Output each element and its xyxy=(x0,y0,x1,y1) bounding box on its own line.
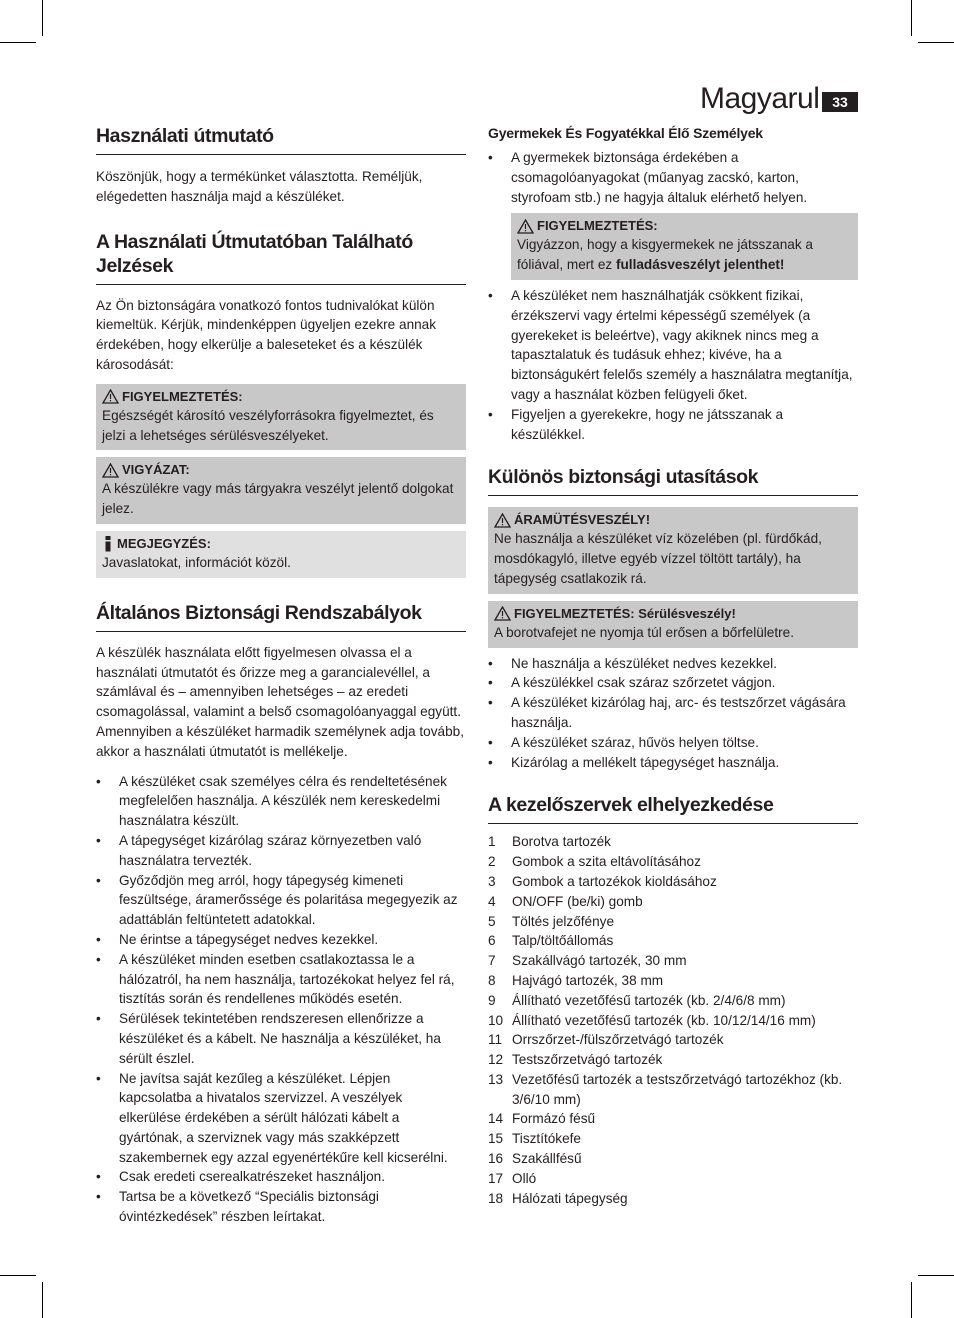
control-item: 16 Szakállfésű xyxy=(488,1151,582,1167)
left-column xyxy=(96,124,466,1227)
control-item: 2 Gombok a szita eltávolításához xyxy=(488,854,701,870)
suffocation-warning-box xyxy=(511,213,858,280)
control-item: 12 Testszőrzetvágó tartozék xyxy=(488,1052,663,1068)
children-list-2 xyxy=(488,286,858,444)
children-list xyxy=(488,148,858,207)
section-title-controls: A kezelőszervek elhelyezkedése xyxy=(488,793,858,824)
page-language-title: Magyarul xyxy=(700,82,820,115)
list-item: • Sérülések tekintetében rendszeresen ellenőrizze a készüléket és a kábelt. Ne használja a készüléket, ha sérült észlel. xyxy=(96,1011,441,1066)
section-title-usage: Használati útmutató xyxy=(96,124,466,155)
control-item: 11 Orrszőrzet-/fülszőrzetvágó tartozék xyxy=(488,1032,724,1048)
list-item: • Tartsa be a következő “Speciális biztonsági óvintézkedések” részben leírtakat. xyxy=(96,1189,379,1225)
section-title-special-safety: Különös biztonsági utasítások xyxy=(488,465,858,496)
control-item: 17 Olló xyxy=(488,1170,537,1186)
note-box xyxy=(96,531,466,578)
warning-box xyxy=(96,384,466,451)
list-item: • A készüléket kizárólag haj, arc- és testszőrzet vágására használja. xyxy=(488,695,846,730)
control-item: 13 Vezetőfésű tartozék a testszőrzetvágó tartozékhoz (kb. 3/6/10 mm) xyxy=(488,1071,843,1107)
controls-list xyxy=(488,832,858,1208)
caution-box xyxy=(96,457,466,524)
general-safety-list xyxy=(96,772,466,1227)
list-item: • A készülékkel csak száraz szőrzetet vágjon. xyxy=(488,675,776,691)
shock-text: Ne használja a készüléket víz közelében (pl. fürdőkád, mosdókagyló, illetve egyéb vízzel töltött tartály), ha tápegység csatlakozik rá. xyxy=(494,531,822,586)
warning-triangle-icon xyxy=(102,463,119,478)
children-heading: Gyermekek És Fogyatékkal Élő Személyek xyxy=(488,125,763,141)
control-item: 9 Állítható vezetőfésű tartozék (kb. 2/4/6/8 mm) xyxy=(488,992,786,1008)
control-item: 6 Talp/töltőállomás xyxy=(488,933,614,949)
control-item: 3 Gombok a tartozékok kioldásához xyxy=(488,873,717,889)
list-item: • Ne javítsa saját kezűleg a készüléket. Lépjen kapcsolatba a hivatalos szervizzel. A veszélyek elkerülése érdekében a sérült hálózati kábelt a gyártónak, a szerviznek vagy más szakképzett szakembernek egy azzal egyenértékűre kell kicserélni. xyxy=(96,1070,448,1165)
crop-mark xyxy=(42,0,43,36)
info-icon xyxy=(102,536,114,552)
list-item: • A készüléket minden esetben csatlakoztassa le a hálózatról, ha nem használja, tartozékokat helyez fel rá, tisztítás során és rendellenes működés esetén. xyxy=(96,951,455,1007)
control-item: 8 Hajvágó tartozék, 38 mm xyxy=(488,972,664,988)
control-item: 4 ON/OFF (be/ki) gomb xyxy=(488,893,643,909)
intro-text: Köszönjük, hogy a termékünket választotta. Reméljük, elégedetten használja majd a készüléket. xyxy=(96,169,423,204)
general-safety-text: A készülék használata előtt figyelmesen olvassa el a használati útmutatót és őrizze meg a garancialevéllel, a számlával és – amennyiben lehetséges – az eredeti csomagolással, valamint a belső csomagolóanyaggal együtt. Amennyiben a készüléket harmadik személynek adja tovább, akkor a használati útmutatót is mellékelje. xyxy=(96,644,464,759)
crop-mark xyxy=(918,42,954,43)
list-item: • Győződjön meg arról, hogy tápegység kimeneti feszültsége, áramerőssége és polaritása megegyezik az adattáblán feltüntetett adatokkal. xyxy=(96,872,458,928)
warning-triangle-icon xyxy=(494,606,511,621)
control-item: 18 Hálózati tápegység xyxy=(488,1190,628,1206)
section-title-general-safety: Általános Biztonsági Rendszabályok xyxy=(96,601,466,632)
injury-title: FIGYELMEZTETÉS: Sérülésveszély! xyxy=(514,605,736,621)
signs-text: Az Ön biztonságára vonatkozó fontos tudnivalókat külön kiemeltük. Kérjük, mindenképpen ügyeljen ezekre annak érdekében, hogy elkerülje a baleseteket és a készülék károsodását: xyxy=(96,297,437,372)
list-item: • A készüléket nem használhatják csökkent fizikai, érzékszervi vagy értelmi képességű személyek (a gyerekeket is beleértve), vagy akiknek nincs meg a tapasztalatuk és tudásuk ehhez; kivéve, ha a biztonságukért felelős személy a használatra megtanítja, vagy a használat közben felügyeli őket. xyxy=(488,287,853,402)
list-item: • Ne érintse a tápegységet nedves kezekkel. xyxy=(96,931,379,947)
control-item: 14 Formázó fésű xyxy=(488,1111,596,1127)
crop-mark xyxy=(0,1275,36,1276)
list-item: • A gyermekek biztonsága érdekében a csomagolóanyagokat (műanyag zacskó, karton, styrofoam stb.) ne hagyja általuk elérhető helyen. xyxy=(488,150,808,205)
note-text: Javaslatokat, információt közöl. xyxy=(102,554,291,570)
crop-mark xyxy=(0,42,36,43)
list-item: • Ne használja a készüléket nedves kezekkel. xyxy=(488,655,777,671)
injury-text: A borotvafejet ne nyomja túl erősen a bőrfelületre. xyxy=(494,624,794,640)
caution-title: VIGYÁZAT: xyxy=(122,462,190,478)
caution-text: A készülékre vagy más tárgyakra veszélyt jelentő dolgokat jelez. xyxy=(102,481,454,517)
warning-title: FIGYELMEZTETÉS: xyxy=(122,388,243,404)
page-number: 33 xyxy=(822,92,858,112)
shock-title: ÁRAMÜTÉSVESZÉLY! xyxy=(514,512,651,528)
list-item: • Figyeljen a gyerekekre, hogy ne játsszanak a készülékkel. xyxy=(488,406,784,442)
right-column xyxy=(488,124,858,1208)
warning-triangle-icon xyxy=(517,219,534,234)
crop-mark xyxy=(911,1282,912,1318)
control-item: 15 Tisztítókefe xyxy=(488,1131,581,1147)
list-item: • A készüléket csak személyes célra és rendeltetésének megfelelően használja. A készülék nem kereskedelmi használatra készült. xyxy=(96,773,447,829)
electric-shock-box xyxy=(488,507,858,593)
special-safety-list xyxy=(488,654,858,773)
crop-mark xyxy=(911,0,912,36)
crop-mark xyxy=(918,1275,954,1276)
list-item: • Kizárólag a mellékelt tápegységet használja. xyxy=(488,754,780,770)
control-item: 1 Borotva tartozék xyxy=(488,834,611,850)
list-item: • A tápegységet kizárólag száraz környezetben való használatra tervezték. xyxy=(96,832,422,868)
control-item: 7 Szakállvágó tartozék, 30 mm xyxy=(488,953,687,969)
warning-title: FIGYELMEZTETÉS: xyxy=(537,218,658,234)
list-item: • Csak eredeti cserealkatrészeket használjon. xyxy=(96,1169,385,1185)
list-item: • A készüléket száraz, hűvös helyen töltse. xyxy=(488,734,759,750)
warning-triangle-icon xyxy=(494,513,511,528)
warning-text: Egészségét károsító veszélyforrásokra figyelmeztet, és jelzi a lehetséges sérülésveszélyeket. xyxy=(102,407,434,443)
control-item: 10 Állítható vezetőfésű tartozék (kb. 10/12/14/16 mm) xyxy=(488,1012,816,1028)
warning-text: Vigyázzon, hogy a kisgyermekek ne játsszanak a fóliával, mert ez fulladásveszélyt jelenthet! xyxy=(517,237,813,273)
section-title-signs: A Használati Útmutatóban Található Jelzések xyxy=(96,230,466,285)
note-title: MEGJEGYZÉS: xyxy=(117,535,211,551)
control-item: 5 Töltés jelzőfénye xyxy=(488,913,615,929)
crop-mark xyxy=(42,1282,43,1318)
injury-warning-box xyxy=(488,601,858,648)
warning-triangle-icon xyxy=(102,389,119,404)
